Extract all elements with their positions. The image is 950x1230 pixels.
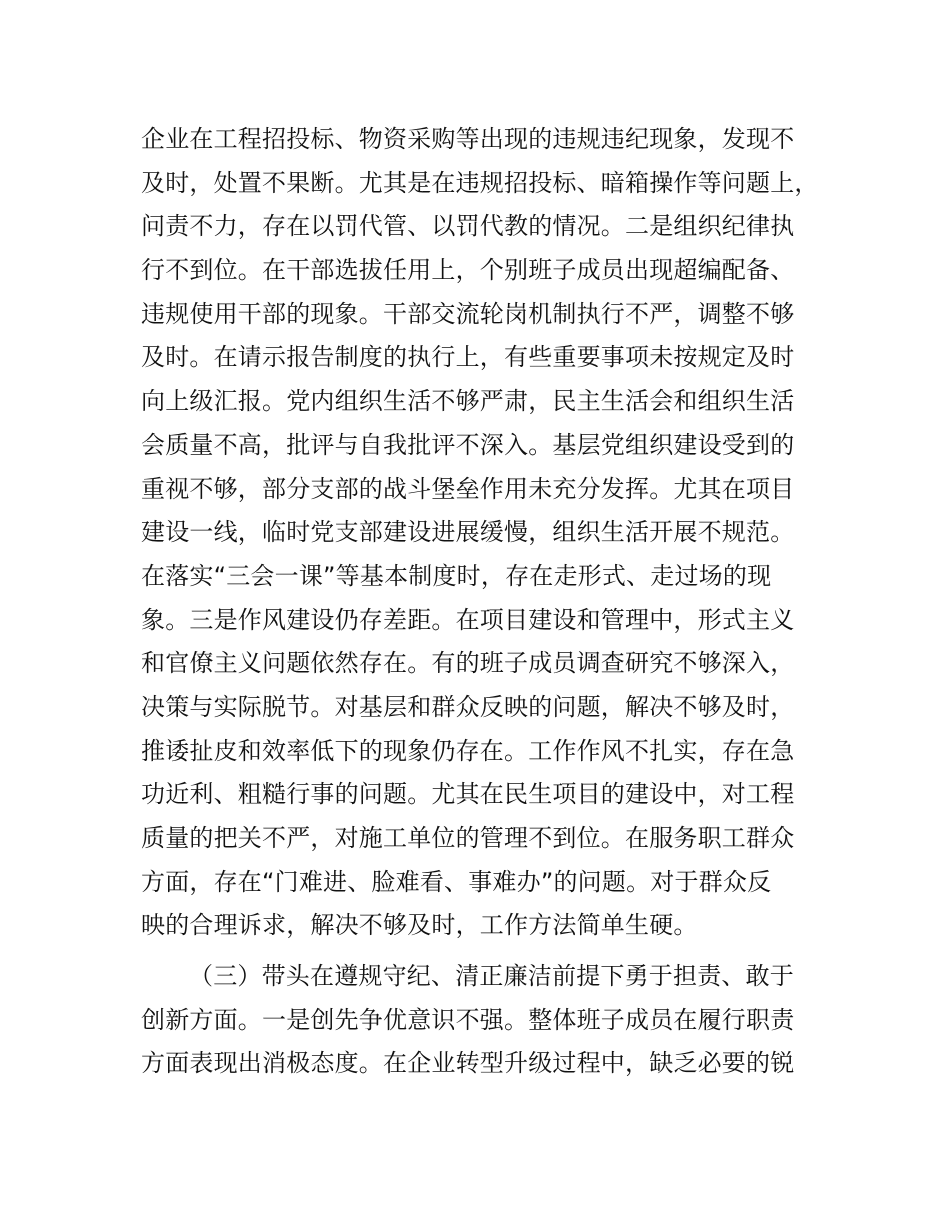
text-line: 及时。在请示报告制度的执行上，有些重要事项未按规定及时: [141, 343, 795, 372]
text-line: 会质量不高，批评与自我批评不深入。基层党组织建设受到的: [141, 430, 795, 459]
text-line: 违规使用干部的现象。干部交流轮岗机制执行不严，调整不够: [141, 299, 795, 328]
text-line: 企业在工程招投标、物资采购等出现的违规违纪现象，发现不: [141, 125, 795, 153]
paragraph-gap: [141, 948, 841, 955]
text-line: 在落实“三会一课”等基本制度时，存在走形式、走过场的现: [141, 561, 772, 590]
text-line: 推诿扯皮和效率低下的现象仍存在。工作作风不扎实，存在急: [141, 736, 795, 765]
text-line: （三）带头在遵规守纪、清正廉洁前提下勇于担责、敢于: [189, 962, 794, 991]
text-line: 方面，存在“门难进、脸难看、事难办”的问题。对于群众反: [141, 867, 772, 896]
paragraph-2: [141, 955, 841, 1086]
document-body: [141, 118, 841, 1086]
text-line: 质量的把关不严，对施工单位的管理不到位。在服务职工群众: [141, 824, 795, 852]
text-line: 行不到位。在干部选拔任用上，个别班子成员出现超编配备、: [141, 256, 795, 285]
text-line: 映的合理诉求，解决不够及时，工作方法简单生硬。: [141, 911, 698, 940]
paragraph-1: [141, 118, 841, 948]
text-line: 及时，处置不果断。尤其是在违规招投标、暗箱操作等问题上，: [141, 168, 819, 197]
text-line: 创新方面。一是创先争优意识不强。整体班子成员在履行职责: [141, 1005, 795, 1034]
text-line: 问责不力，存在以罚代管、以罚代教的情况。二是组织纪律执: [141, 212, 795, 241]
text-line: 象。三是作风建设仍存差距。在项目建设和管理中，形式主义: [141, 605, 795, 634]
text-line: 建设一线，临时党支部建设进展缓慢，组织生活开展不规范。: [141, 518, 795, 547]
text-line: 重视不够，部分支部的战斗堡垒作用未充分发挥。尤其在项目: [141, 474, 795, 503]
text-line: 方面表现出消极态度。在企业转型升级过程中，缺乏必要的锐: [141, 1049, 795, 1078]
text-line: 功近利、粗糙行事的问题。尤其在民生项目的建设中，对工程: [141, 780, 795, 809]
text-line: 和官僚主义问题依然存在。有的班子成员调查研究不够深入，: [141, 649, 795, 678]
text-line: 向上级汇报。党内组织生活不够严肃，民主生活会和组织生活: [141, 387, 795, 416]
text-line: 决策与实际脱节。对基层和群众反映的问题，解决不够及时，: [141, 692, 795, 721]
